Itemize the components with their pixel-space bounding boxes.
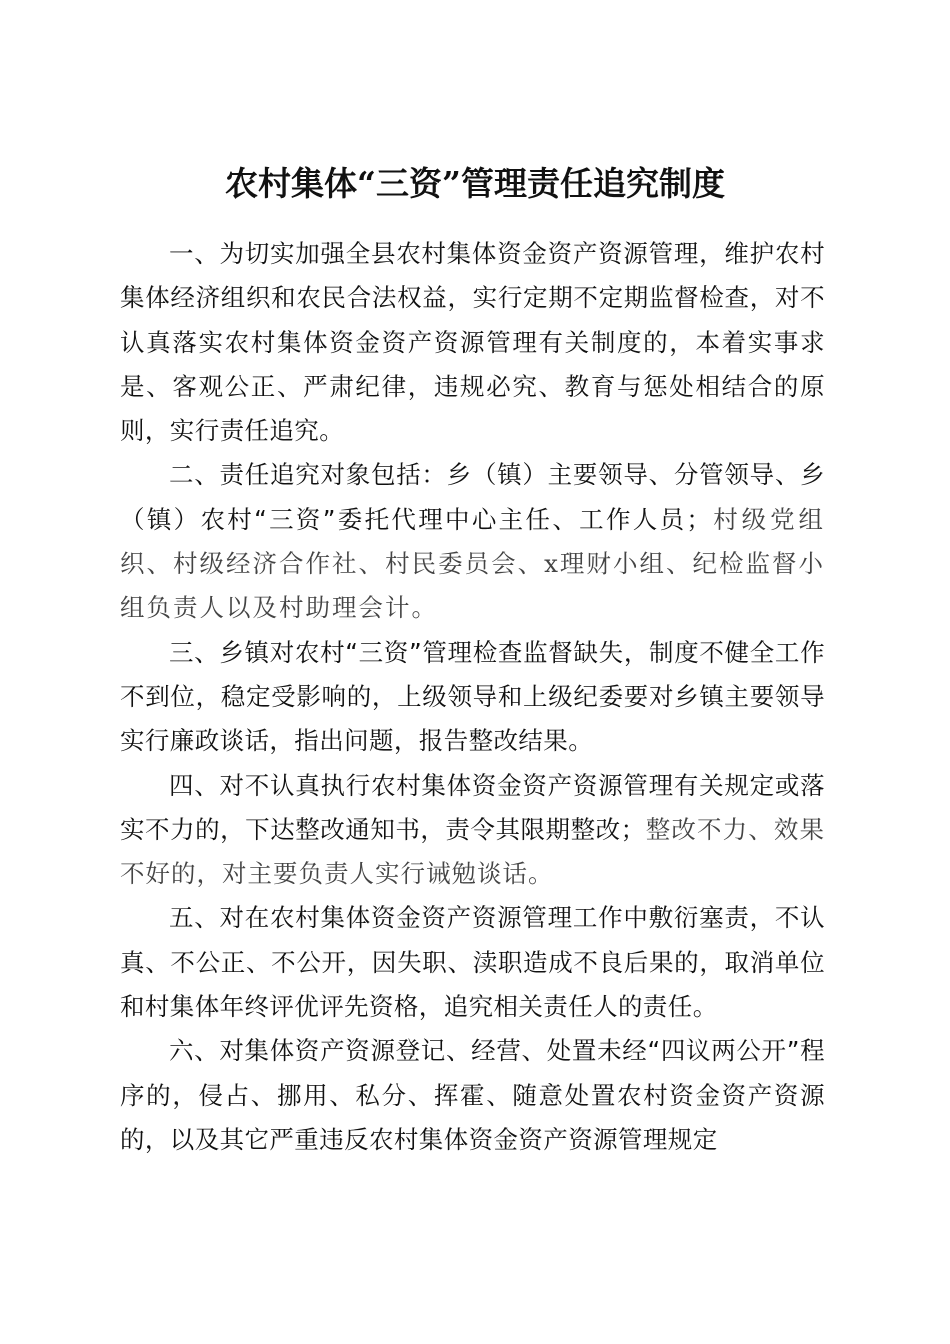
- document-body: [120, 232, 825, 1162]
- paragraph-4-text: 四、对不认真执行农村集体资金资产资源管理有关规定或落实不力的，下达整改通知书，责令其限期整改；: [120, 770, 825, 844]
- paragraph-1-text: 一、为切实加强全县农村集体资金资产资源管理，维护农村集体经济组织和农民合法权益，实行定期不定期监督检查，对不认真落实农村集体资金资产资源管理有关制度的，本着实事求是、客观公正、严肃纪律，违规必究、教育与惩处相结合的原则，实行责任追究。: [120, 239, 825, 446]
- paragraph-4: [120, 764, 825, 897]
- paragraph-3: [120, 631, 825, 764]
- paragraph-2: [120, 453, 825, 630]
- paragraph-2-text: 二、责任追究对象包括：乡（镇）主要领导、分管领导、乡（镇）农村“三资”委托代理中心主任、工作人员；: [120, 460, 825, 534]
- paragraph-1: [120, 232, 825, 453]
- paragraph-5-text: 五、对在农村集体资金资产资源管理工作中敷衍塞责，不认真、不公正、不公开，因失职、渎职造成不良后果的，取消单位和村集体年终评优评先资格，追究相关责任人的责任。: [120, 903, 825, 1022]
- paragraph-4-faded-text: 整改不力、效果不好的，对主要负责人实行诫勉谈话。: [120, 814, 825, 889]
- paragraph-2-faded-text: 村级党组织、村级经济合作社、村民委员会、x理财小组、纪检监督小组负责人以及村助理会计。: [120, 504, 825, 623]
- paragraph-6: [120, 1029, 825, 1162]
- paragraph-5: [120, 896, 825, 1029]
- paragraph-3-text: 三、乡镇对农村“三资”管理检查监督缺失，制度不健全工作不到位，稳定受影响的，上级领导和上级纪委要对乡镇主要领导实行廉政谈话，指出问题，报告整改结果。: [120, 637, 825, 756]
- paragraph-6-text: 六、对集体资产资源登记、经营、处置未经“四议两公开”程序的，侵占、挪用、私分、挥霍、随意处置农村资金资产资源的，以及其它严重违反农村集体资金资产资源管理规定: [120, 1036, 825, 1154]
- document-title: 农村集体“三资”管理责任追究制度: [225, 164, 725, 204]
